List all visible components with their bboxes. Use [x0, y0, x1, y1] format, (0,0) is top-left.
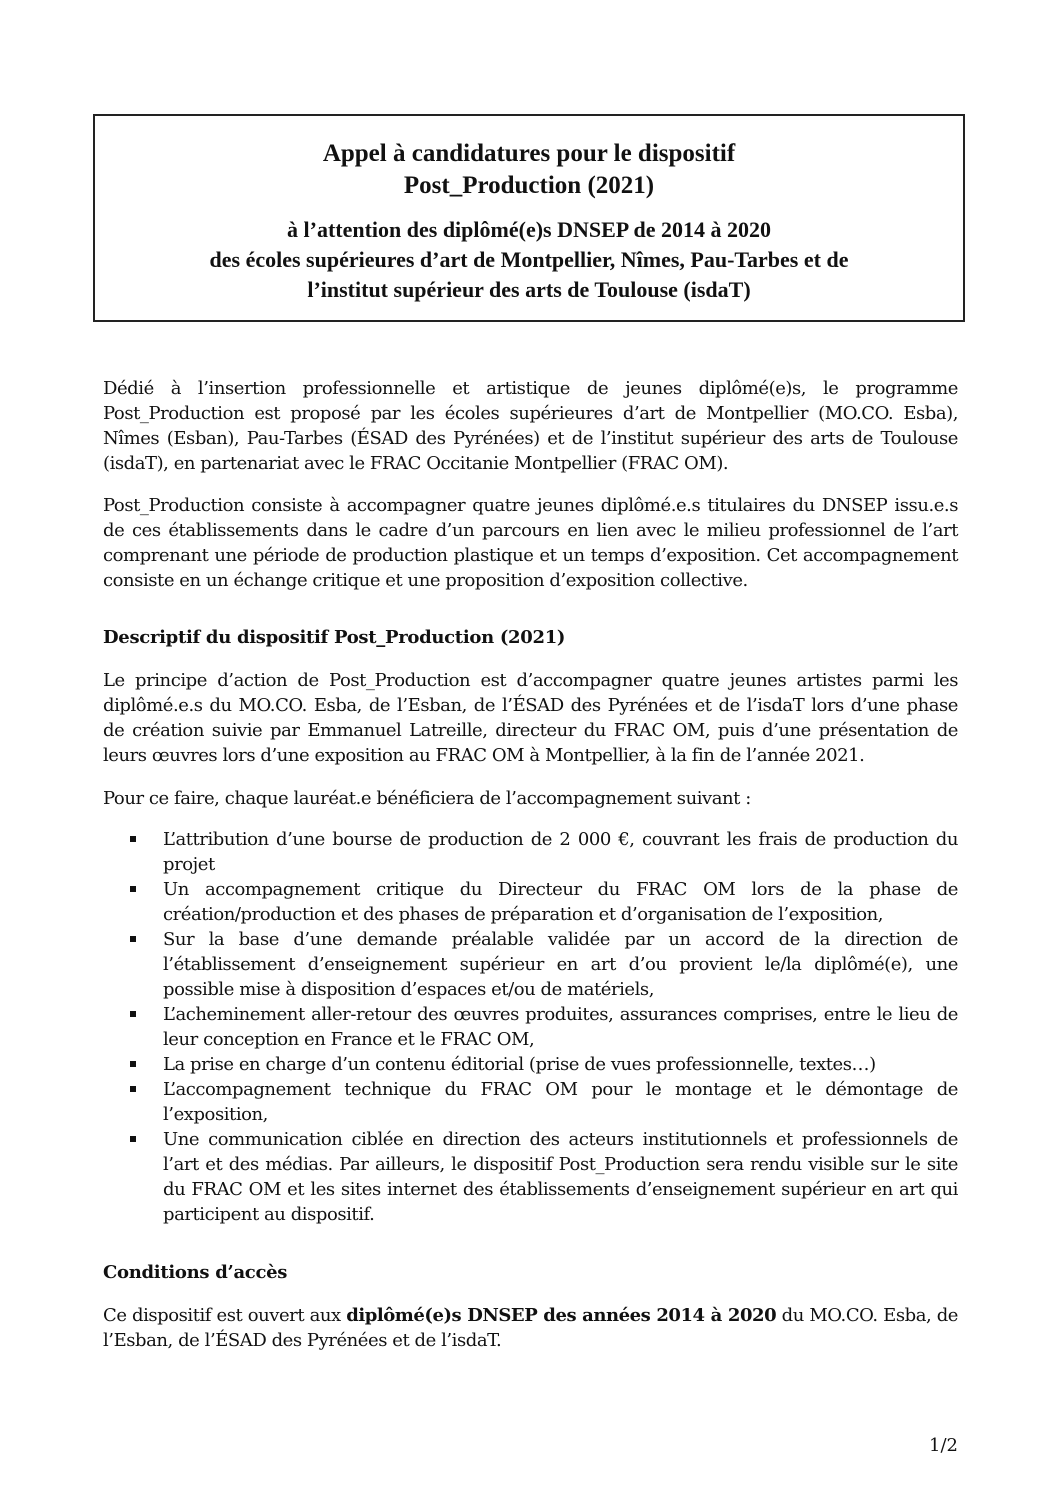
section-paragraph: Le principe d’action de Post_Production est d’accompagner quatre jeunes artistes parmi les diplômé.e.s du MO.CO. Esba, de l’Esban, de l’ÉSAD des Pyrénées et de l’isdaT lors d’une phase de création suivie par Emmanuel Latreille, directeur du FRAC OM, puis d’une présentation de leurs œuvres lors d’une exposition au FRAC OM à Montpellier, à la fin de l’année 2021. — [103, 670, 958, 766]
subtitle-line: des écoles supérieures d’art de Montpellier, Nîmes, Pau-Tarbes et de — [209, 247, 849, 272]
list-item-text: L’accompagnement technique du FRAC OM pour le montage et le démontage de l’exposition, — [163, 1079, 958, 1125]
subtitle-line: à l’attention des diplômé(e)s DNSEP de 2014 à 2020 — [287, 217, 771, 242]
conditions-text: du MO.CO. Esba, de l’Esban, de l’ÉSAD des Pyrénées et de l’isdaT. — [103, 1305, 958, 1351]
list-item-text: Une communication ciblée en direction des acteurs institutionnels et professionnels de l’art et des médias. Par ailleurs, le dispositif Post_Production sera rendu visible sur le site du FRAC OM et les sites internet des établissements d’enseignement supérieur en art qui participent au dispositif. — [163, 1129, 958, 1225]
list-item — [130, 1077, 958, 1127]
bullet-icon — [130, 886, 136, 892]
page-number: 1/2 — [929, 1435, 958, 1456]
bullet-icon — [130, 1086, 136, 1092]
list-item — [130, 1052, 958, 1077]
conditions-paragraph — [103, 1303, 958, 1353]
list-item — [130, 1127, 958, 1227]
subtitle-line: l’institut supérieur des arts de Toulouse (isdaT) — [307, 277, 751, 302]
title-box — [93, 114, 965, 322]
bullet-icon — [130, 936, 136, 942]
section-paragraph: Pour ce faire, chaque lauréat.e bénéficiera de l’accompagnement suivant : — [103, 788, 751, 809]
list-item — [130, 877, 958, 927]
list-item-text: Sur la base d’une demande préalable validée par un accord de la direction de l’établissement d’enseignement supérieur en art d’ou provient le/la diplômé(e), une possible mise à disposition d’espaces et/ou de matériels, — [163, 929, 958, 1000]
section-heading: Conditions d’accès — [103, 1262, 288, 1283]
list-item-text: L’attribution d’une bourse de production de 2 000 €, couvrant les frais de production du projet — [163, 829, 958, 875]
title-line: Appel à candidatures pour le dispositif — [322, 140, 736, 167]
bullet-icon — [130, 1136, 136, 1142]
bullet-icon — [130, 1011, 136, 1017]
title-line: Post_Production (2021) — [403, 172, 655, 199]
benefits-list — [130, 827, 958, 1227]
conditions-text: Ce dispositif est ouvert aux — [103, 1305, 347, 1326]
list-item — [130, 827, 958, 877]
intro-paragraph: Post_Production consiste à accompagner quatre jeunes diplômé.e.s titulaires du DNSEP issu.e.s de ces établissements dans le cadre d’un parcours en lien avec le milieu professionnel de l’art comprenant une période de production plastique et un temps d’exposition. Cet accompagnement consiste en un échange critique et une proposition d’exposition collective. — [103, 495, 958, 591]
list-item — [130, 927, 958, 1002]
list-item-text: L’acheminement aller-retour des œuvres produites, assurances comprises, entre le lieu de leur conception en France et le FRAC OM, — [163, 1004, 958, 1050]
list-item-text: La prise en charge d’un contenu éditorial (prise de vues professionnelle, textes…) — [163, 1054, 876, 1075]
subtitle — [95, 215, 963, 305]
section-heading: Descriptif du dispositif Post_Production (2021) — [103, 627, 566, 648]
list-item — [130, 1002, 958, 1052]
conditions-emphasis: diplômé(e)s DNSEP des années 2014 à 2020 — [346, 1305, 777, 1326]
bullet-icon — [130, 836, 136, 842]
intro-paragraph: Dédié à l’insertion professionnelle et artistique de jeunes diplômé(e)s, le programme Post_Production est proposé par les écoles supérieures d’art de Montpellier (MO.CO. Esba), Nîmes (Esban), Pau-Tarbes (ÉSAD des Pyrénées) et de l’institut supérieur des arts de Toulouse (isdaT), en partenariat avec le FRAC Occitanie Montpellier (FRAC OM). — [103, 378, 958, 474]
main-title — [95, 138, 963, 202]
bullet-icon — [130, 1061, 136, 1067]
list-item-text: Un accompagnement critique du Directeur du FRAC OM lors de la phase de création/production et des phases de préparation et d’organisation de l’exposition, — [163, 879, 958, 925]
